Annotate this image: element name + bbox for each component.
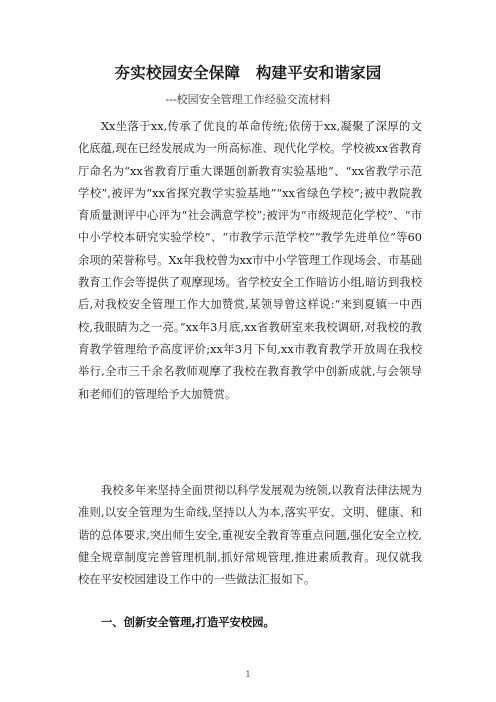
paragraph-intro: Xx坐落于xx,传承了优良的革命传统;依傍于xx,凝聚了深厚的文化底蕴,现在已经发展成为一所高标准、现代化学校。学校被xx省教育厅命名为“xx省教育厅重大课题创新教育实验基地”、“xx省教学示范学校”,被评为“xx省探究教学实验基地”“xx省绿色学校”;被中教院教育质量测评中心评为“社会满意学校”;被评为“市级规范化学校”、“市中小学校本研究实验学校”、“市教学示范学校”“教学先进单位”等60余项的荣誉称号。Xx年我校曾为xx市中小学管理工作现场会、市基础教育工作会等提供了观摩现场。省学校安全工作暗访小组,暗访到我校后,对我校安全管理工作大加赞赏,某领导曾这样说:“来到夏镇一中西校,我眼睛为之一亮。”xx年3月底,xx省教研室来我校调研,对我校的教育教学管理给予高度评价;xx年3月下旬,xx市教育教学开放周在我校举行,全市三千余名教师观摩了我校在教育教学中创新成就,与会领导和老师们的管理给予大加赞赏。: [78, 120, 422, 401]
section-heading: 一、创新安全管理,打造平安校园。: [101, 616, 275, 629]
page-title: 夯实校园安全保障 构建平安和谐家园: [114, 64, 382, 82]
paragraph-overview: 我校多年来坚持全面贯彻以科学发展观为统领,以教育法律法规为准则,以安全管理为生命线,坚持以人为本,落实平安、文明、健康、和谐的总体要求,突出师生安全,重视安全教育等重点问题,强化安全立校,健全规章制度完善管理机制,抓好常规管理,推进素质教育。现仅就我校在平安校园建设工作中的一些做法汇报如下。: [78, 484, 422, 587]
page-number: 1: [245, 670, 251, 679]
page-subtitle: ---校园安全管理工作经验交流材料: [165, 93, 331, 106]
